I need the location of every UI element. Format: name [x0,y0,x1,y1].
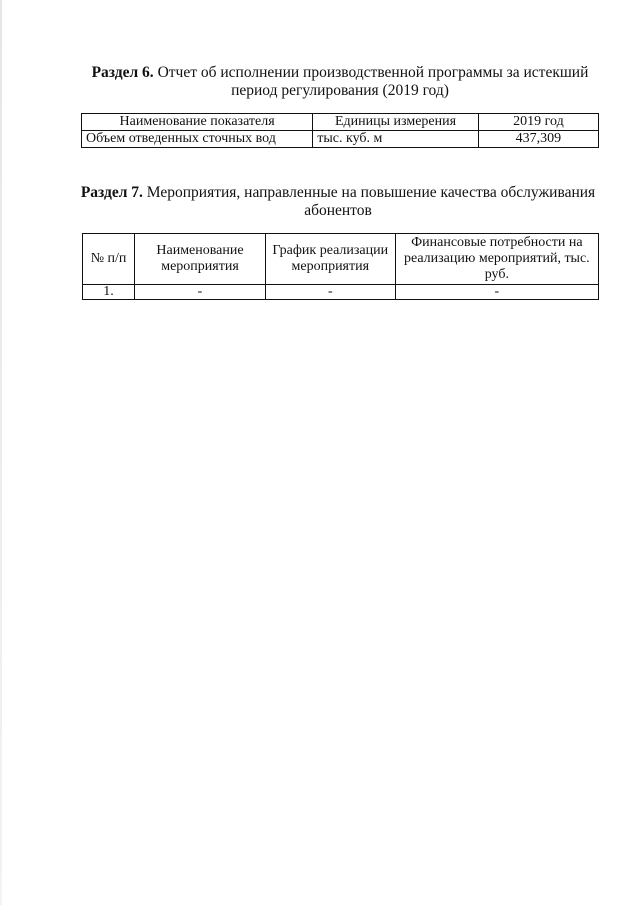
column-header: Единицы измерения [313,114,479,131]
column-header: Финансовые потребности на реализацию мероприятий, тыс. руб. [395,234,598,285]
column-header: 2019 год [478,114,598,131]
column-header: Наименование мероприятия [135,234,266,285]
table-cell: - [395,285,598,300]
section-6-table [81,113,599,148]
table-header-row [82,114,599,131]
table-cell: тыс. куб. м [313,131,479,148]
scan-edge [0,0,2,905]
section-7-table [82,233,599,300]
section-6-label: Раздел 6. [91,64,154,81]
column-header: Наименование показателя [82,114,313,131]
column-header: № п/п [83,234,135,285]
table-header-row [83,234,599,285]
table-cell: 1. [83,285,135,300]
table-cell: - [265,285,395,300]
table-row [83,285,599,300]
section-6-heading [80,64,600,100]
table-cell: Объем отведенных сточных вод [82,131,313,148]
table-cell: 437,309 [478,131,598,148]
table-row [82,131,599,148]
section-6-title: Отчет об исполнении производственной программы за истекший период регулирования (2019 год) [153,64,589,99]
column-header: График реализации мероприятия [265,234,395,285]
section-7-title: Мероприятия, направленные на повышение качества обслуживания абонентов [142,184,596,219]
section-7-heading [78,184,598,220]
table-cell: - [135,285,266,300]
section-7-label: Раздел 7. [80,184,143,201]
